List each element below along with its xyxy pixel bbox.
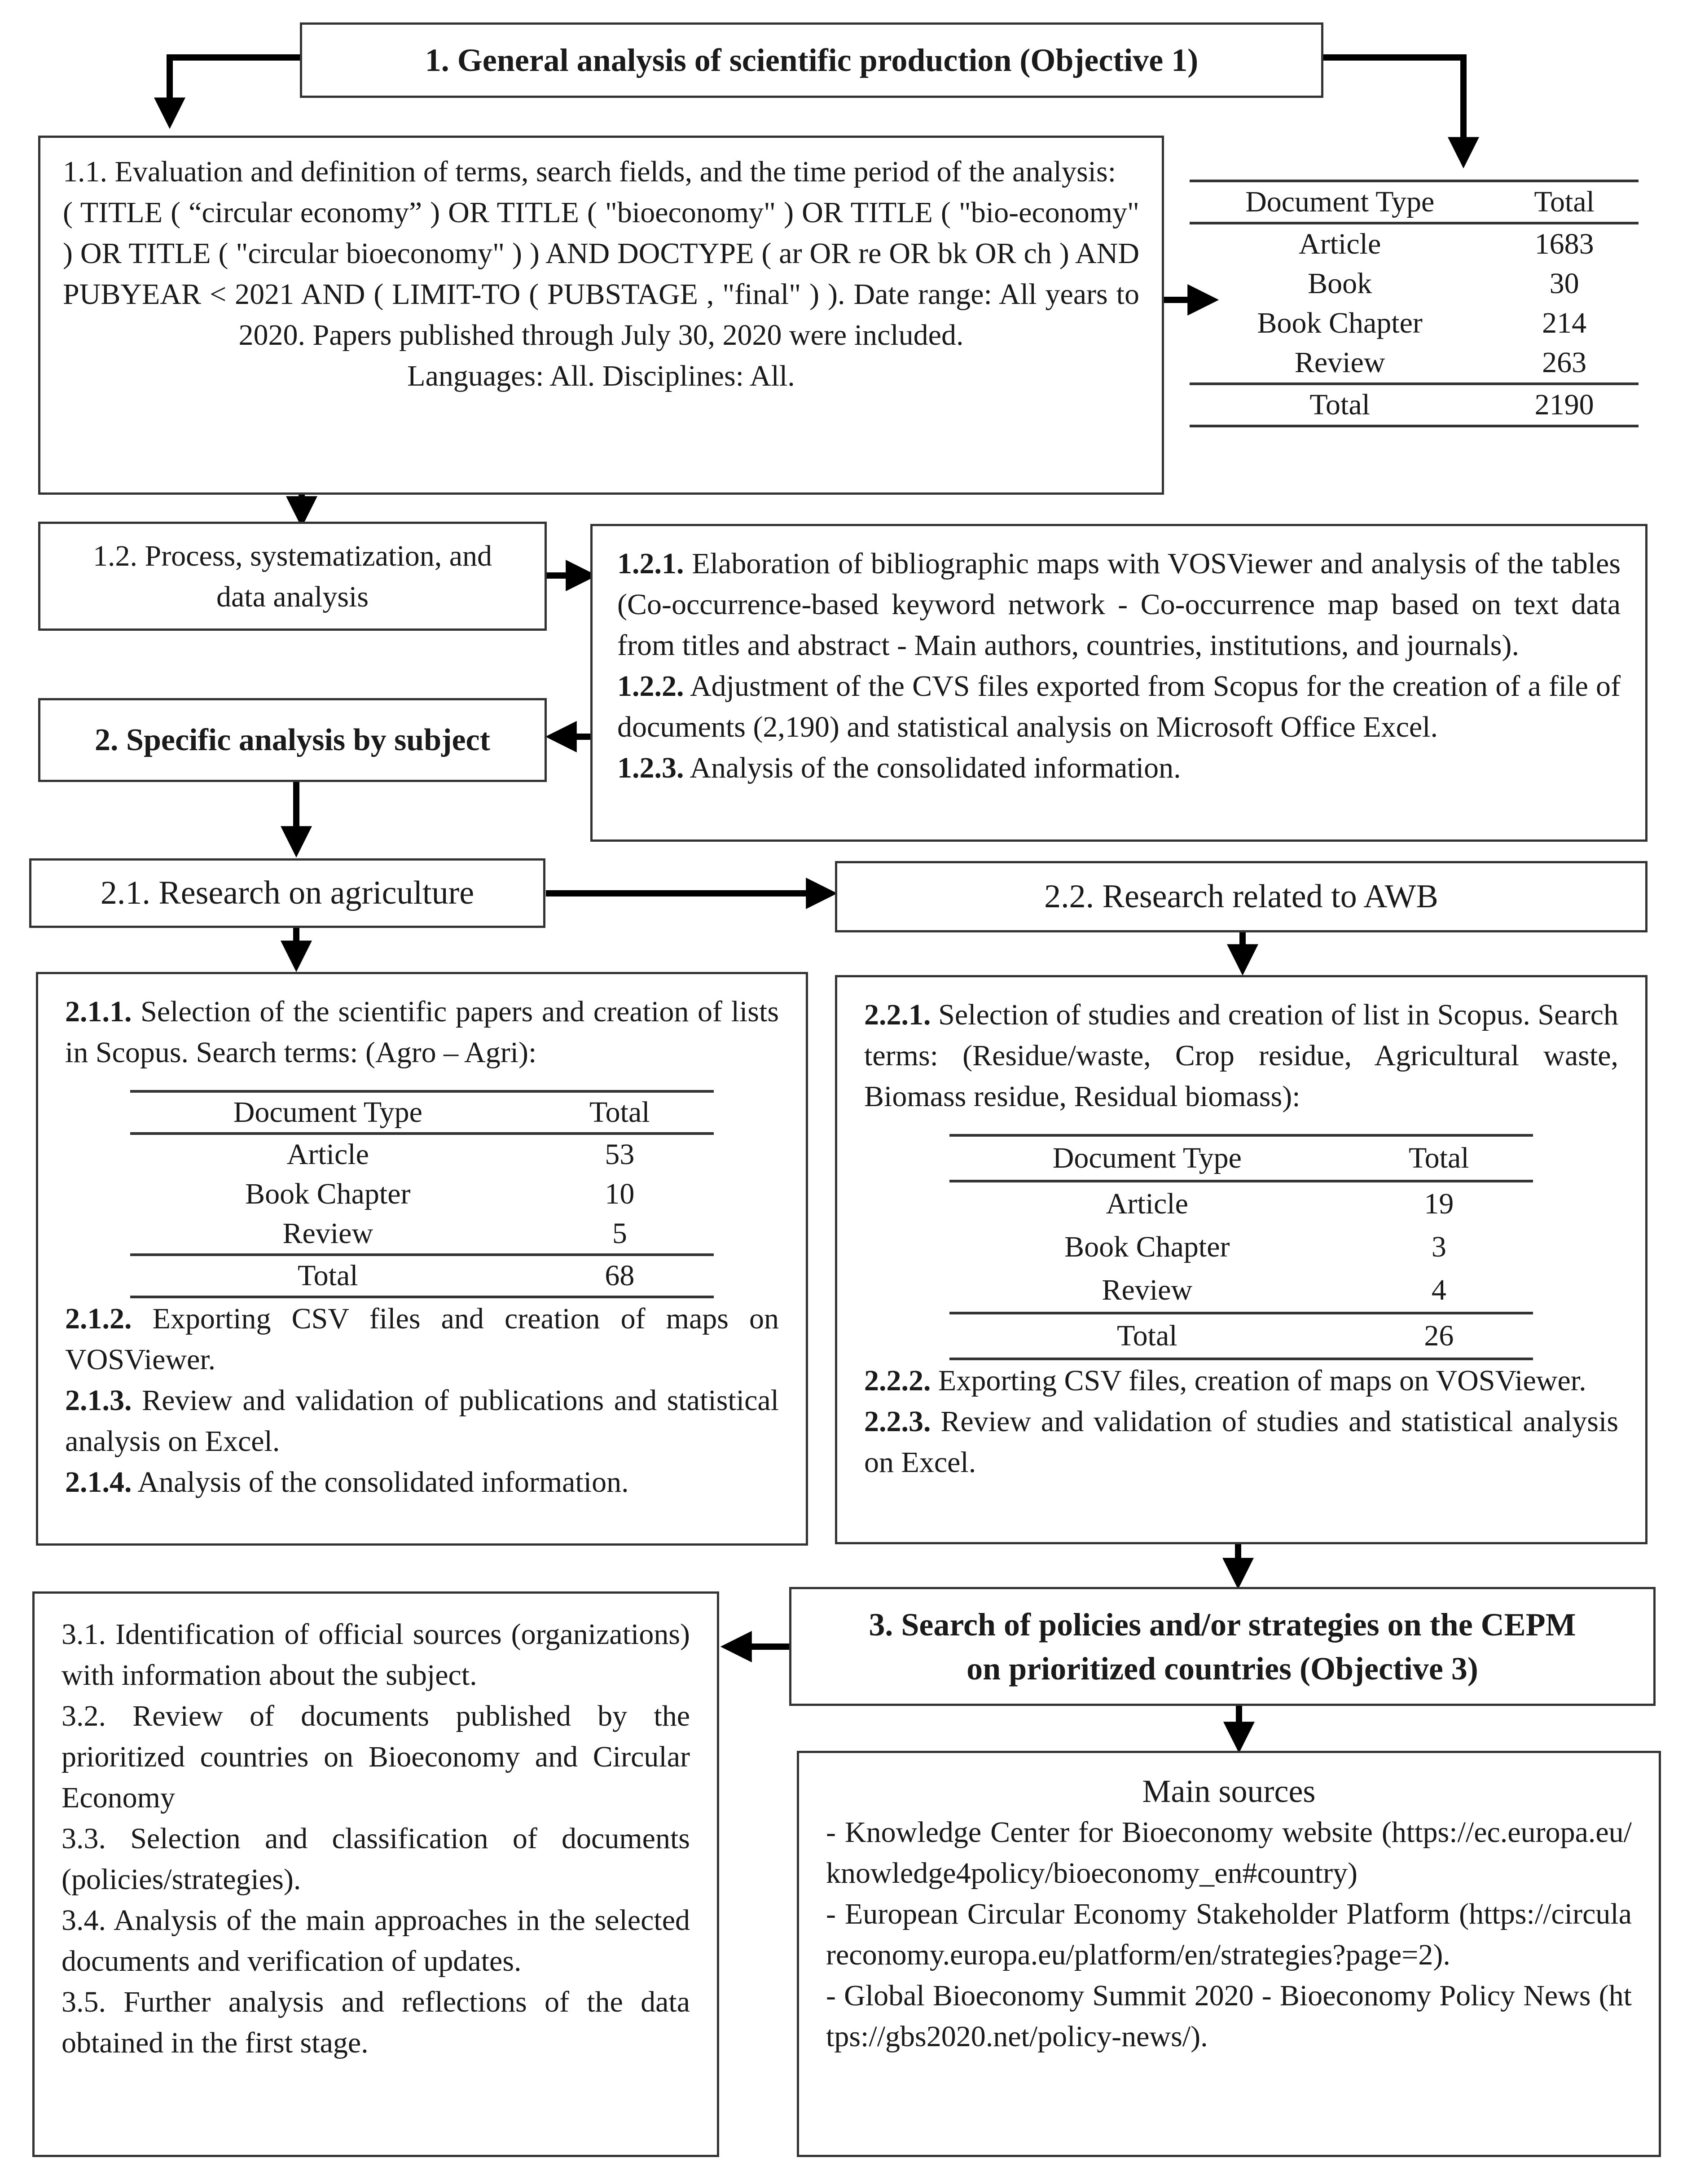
list-item: 3.1. Identification of official sources (organizations) with information about the subject. xyxy=(62,1618,690,1692)
list-item: - Knowledge Center for Bioeconomy website (https://ec.europa.eu/knowledge4policy/bioeconomy_en#country) xyxy=(826,1816,1632,1890)
table-header: Total xyxy=(1345,1135,1533,1181)
step1-2-detail-box xyxy=(590,524,1647,842)
list-item: 2.1.1. Selection of the scientific papers and creation of lists in Scopus. Search terms: (Agro – Agri): xyxy=(65,995,779,1069)
table-row: Review 5 xyxy=(282,1217,627,1250)
document-type-table-agriculture xyxy=(65,1090,779,1298)
table-row: Article 19 xyxy=(1106,1187,1454,1220)
arrow-step1-to-table1 xyxy=(1323,57,1463,157)
list-item: 1.2.3. Analysis of the consolidated information. xyxy=(617,751,1181,784)
step2-2-detail-box xyxy=(835,975,1647,1544)
list-item: 2.2.3. Review and validation of studies and statistical analysis on Excel. xyxy=(864,1405,1619,1479)
list-item: 3.2. Review of documents published by the prioritized countries on Bioeconomy and Circular Economy xyxy=(62,1700,690,1814)
table-row: Review 263 xyxy=(1294,346,1587,379)
list-item: 2.1.3. Review and validation of publications and statistical analysis on Excel. xyxy=(65,1384,779,1458)
table-total-row: Total 2190 xyxy=(1190,384,1639,426)
step1-1-query: ( TITLE ( “circular economy” ) OR TITLE ( "bioeconomy" ) OR TITLE ( "bio-economy" ) OR TITLE ( "circular bioeconomy" ) ) AND DOCTYPE ( ar OR re OR bk OR ch ) AND PUBYEAR < 2021 AND ( LIMIT-TO ( PUBSTAGE , "final" ) ). Date range: All years to 2020. Papers published through July 30, 2020 were included. xyxy=(63,196,1139,352)
list-item: - Global Bioeconomy Summit 2020 - Bioeconomy Policy News (https://gbs2020.net/policy-news/). xyxy=(826,1979,1632,2053)
list-item: 3.5. Further analysis and reflections of the data obtained in the first stage. xyxy=(62,1986,690,2059)
step1-title: 1. General analysis of scientific production (Objective 1) xyxy=(425,42,1199,78)
table-total-row: Total 68 xyxy=(130,1255,714,1297)
list-item: 3.4. Analysis of the main approaches in the selected documents and verification of updates. xyxy=(62,1904,690,1977)
step1-1-languages: Languages: All. Disciplines: All. xyxy=(407,360,795,392)
table-row: Book Chapter 214 xyxy=(1257,307,1587,339)
step2-specific-analysis-box xyxy=(38,698,547,782)
step2-1-title: 2.1. Research on agriculture xyxy=(100,874,474,911)
table-total-row: Total 26 xyxy=(949,1313,1533,1359)
arrow-step1-to-1-1 xyxy=(170,57,300,118)
table1-header-total: Total xyxy=(1490,181,1639,223)
step3-policies-search-box xyxy=(789,1587,1656,1706)
table-row: Book 30 xyxy=(1308,267,1579,300)
list-item: 1.2.2. Adjustment of the CVS files exported from Scopus for the creation of a file of documents (2,190) and statistical analysis on Microsoft Office Excel. xyxy=(617,670,1621,743)
table-row: Book Chapter 3 xyxy=(1064,1230,1446,1263)
document-type-table-awb xyxy=(864,1134,1618,1360)
step1-1-search-definition-box xyxy=(38,136,1164,495)
table-row: Book Chapter 10 xyxy=(245,1178,635,1210)
table1-header-type: Document Type xyxy=(1190,181,1490,223)
sources-title: Main sources xyxy=(1142,1773,1316,1809)
list-item: 2.1.4. Analysis of the consolidated information. xyxy=(65,1466,629,1498)
document-type-table-overall xyxy=(1190,180,1639,427)
table-header: Document Type xyxy=(130,1091,526,1134)
table-row: Review 4 xyxy=(1102,1274,1446,1306)
table-row: Article 53 xyxy=(286,1138,635,1171)
step3-title-line1: 3. Search of policies and/or strategies on the CEPM xyxy=(869,1606,1576,1643)
step3-list-box xyxy=(32,1591,719,2157)
step1-2-process-box xyxy=(38,522,547,631)
step3-title-line2: on prioritized countries (Objective 3) xyxy=(967,1650,1478,1687)
main-sources-box xyxy=(797,1751,1661,2157)
step1-2-text: 1.2. Process, systematization, and data analysis xyxy=(92,539,492,613)
step2-1-agriculture-box xyxy=(29,858,545,928)
list-item: 1.2.1. Elaboration of bibliographic maps with VOSViewer and analysis of the tables (Co-occurrence-based keyword network - Co-occurrence map based on text data from titles and abstract - Main authors, countries, institutions, and journals). xyxy=(617,547,1621,662)
list-item: - European Circular Economy Stakeholder Platform (https://circulareconomy.europa.eu/platform/en/strategies?page=2). xyxy=(826,1898,1632,1971)
step1-general-analysis-box xyxy=(300,22,1323,98)
list-item: 3.3. Selection and classification of documents (policies/strategies). xyxy=(62,1822,690,1896)
list-item: 2.2.2. Exporting CSV files, creation of maps on VOSViewer. xyxy=(864,1364,1586,1397)
table-header: Total xyxy=(526,1091,714,1134)
table-header: Document Type xyxy=(949,1135,1345,1181)
step2-2-title: 2.2. Research related to AWB xyxy=(1044,878,1438,915)
step2-title: 2. Specific analysis by subject xyxy=(95,722,490,757)
step2-1-detail-box xyxy=(36,972,808,1546)
table-row: Article 1683 xyxy=(1299,228,1594,260)
list-item: 2.1.2. Exporting CSV files and creation of maps on VOSViewer. xyxy=(65,1302,779,1376)
list-item: 2.2.1. Selection of studies and creation of list in Scopus. Search terms: (Residue/waste, Crop residue, Agricultural waste, Biomass residue, Residual biomass): xyxy=(864,998,1618,1113)
step1-1-intro: 1.1. Evaluation and definition of terms, search fields, and the time period of the analysis: xyxy=(63,155,1116,188)
step2-2-awb-box xyxy=(835,861,1647,932)
